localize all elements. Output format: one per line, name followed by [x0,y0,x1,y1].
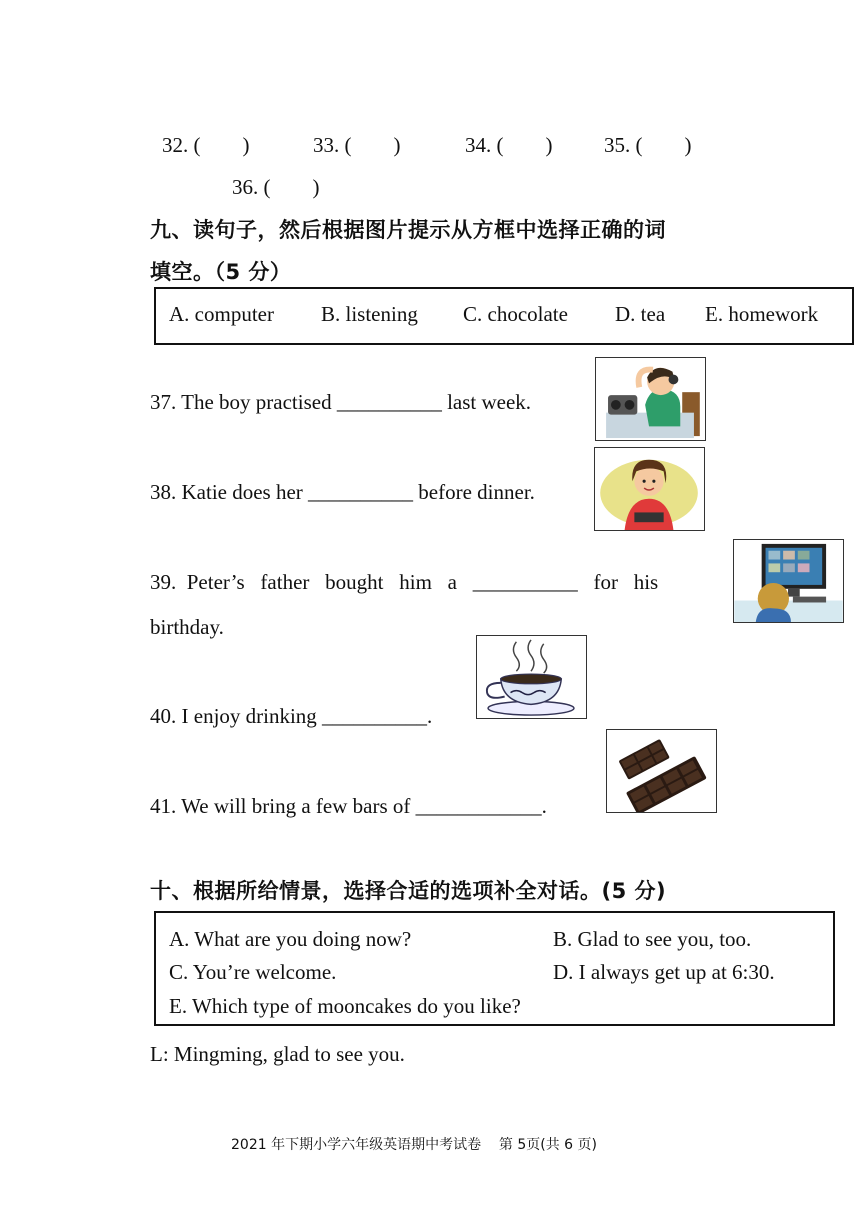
page-footer: 2021 年下期小学六年级英语期中考试卷 第 5页(共 6 页) [231,1137,597,1153]
option-a: A. computer [169,302,274,326]
dialogue-option-e: E. Which type of mooncakes do you like? [169,994,521,1018]
answer-blank-33[interactable]: 33. ( ) [313,133,401,157]
section9-title-line1: 九、读句子，然后根据图片提示从方框中选择正确的词 [150,218,666,242]
section10-option-box [154,911,835,1026]
question-39-line2: birthday. [150,615,224,639]
chocolate-bars-icon [606,729,717,813]
option-c: C. chocolate [463,302,568,326]
section9-title-line2: 填空。（5 分） [150,260,292,284]
question-41: 41. We will bring a few bars of ____________. [150,794,547,818]
section9-word-box [154,287,854,345]
question-40: 40. I enjoy drinking __________. [150,704,433,728]
option-e: E. homework [705,302,819,326]
answer-blank-35[interactable]: 35. ( ) [604,133,692,157]
tea-cup-icon [476,635,587,719]
dialogue-option-a: A. What are you doing now? [169,927,412,951]
girl-writing-icon [594,447,705,531]
question-37: 37. The boy practised __________ last week. [150,390,532,414]
dialogue-option-c: C. You’re welcome. [169,960,337,984]
section10-title: 十、根据所给情景，选择合适的选项补全对话。(5 分) [150,879,667,903]
boy-listening-icon [595,357,706,441]
dialogue-option-d: D. I always get up at 6:30. [553,960,775,984]
dialogue-option-b: B. Glad to see you, too. [553,927,752,951]
option-d: D. tea [615,302,666,326]
question-38: 38. Katie does her __________ before dinner. [150,480,535,504]
option-b: B. listening [321,302,418,326]
question-39-line1: 39. Peter’s father bought him a __________ for his [150,570,659,594]
answer-blank-36[interactable]: 36. ( ) [232,175,320,199]
answer-blank-34[interactable]: 34. ( ) [465,133,553,157]
computer-icon [733,539,844,623]
answer-blank-32[interactable]: 32. ( ) [162,133,250,157]
dialogue-line-1: L: Mingming, glad to see you. [150,1042,405,1066]
